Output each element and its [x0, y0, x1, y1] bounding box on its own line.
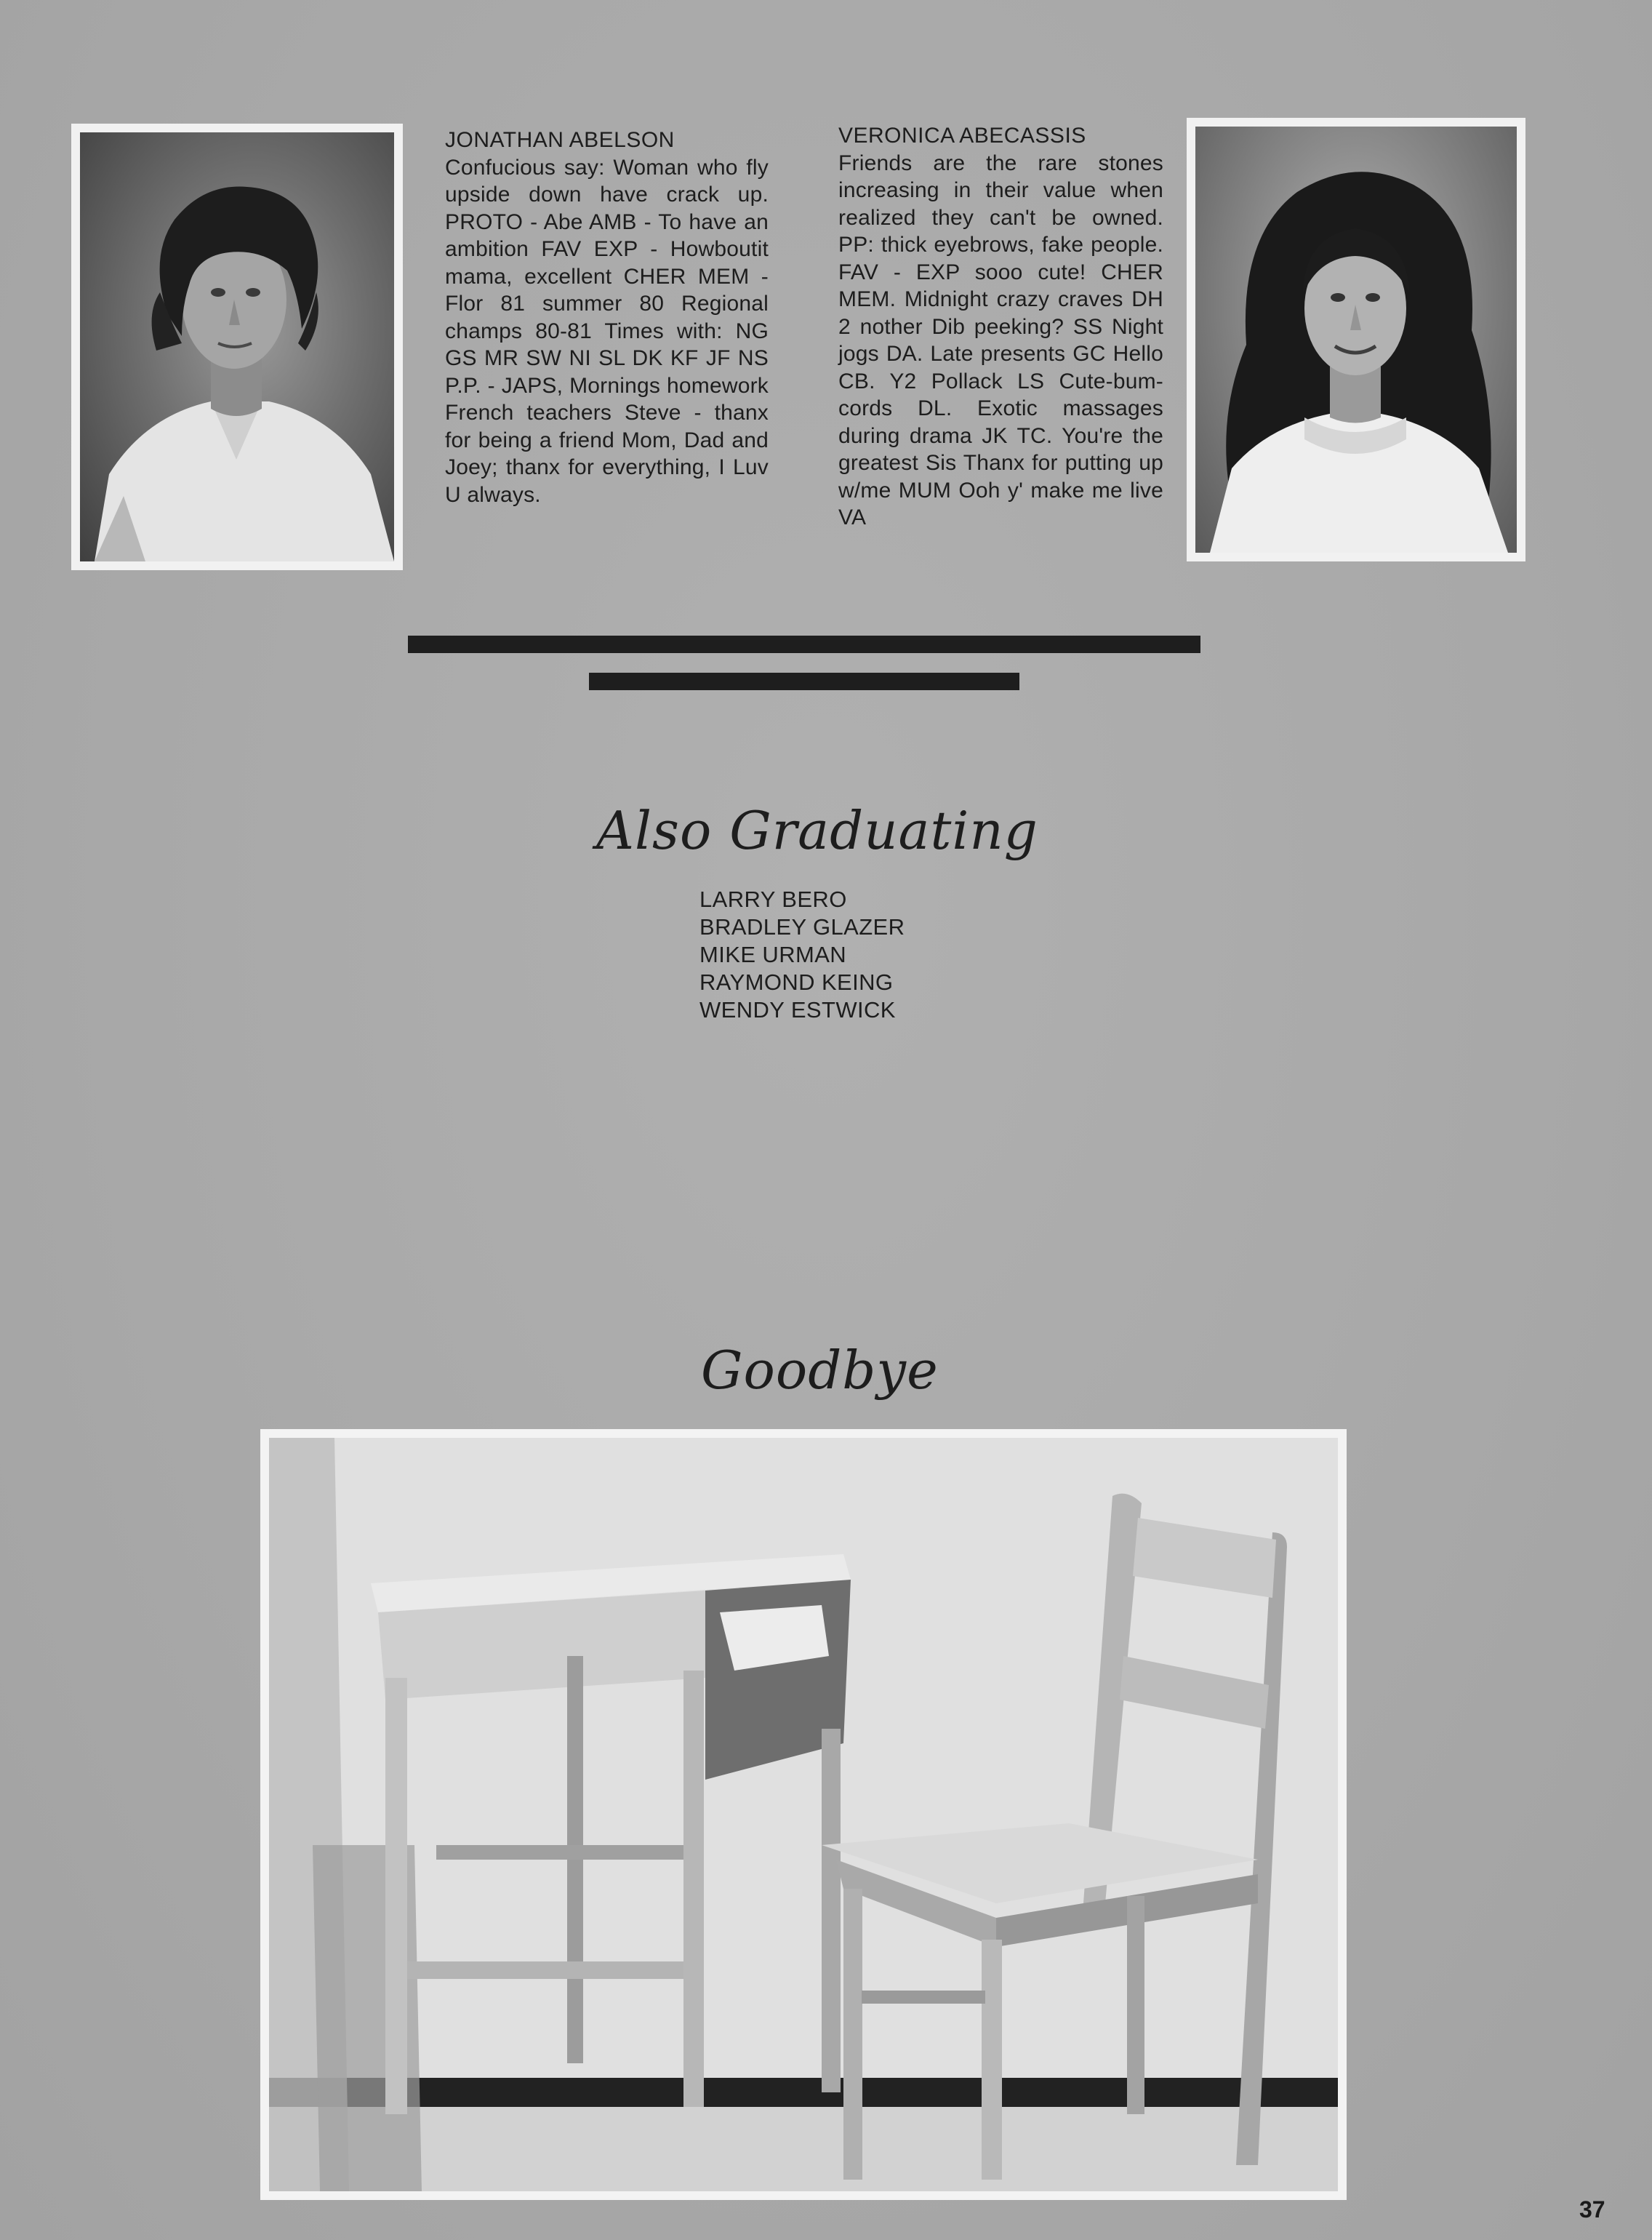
desk-chair-image: [269, 1438, 1338, 2191]
divider-bar-bottom: [589, 673, 1019, 690]
graduate-name: LARRY BERO: [699, 887, 847, 912]
graduate-name: WENDY ESTWICK: [699, 997, 896, 1023]
portrait-photo-jonathan: [71, 124, 403, 570]
goodbye-photo-desk-and-chair: [260, 1429, 1347, 2200]
portrait-image: [80, 132, 394, 561]
student-name: JONATHAN ABELSON: [445, 128, 675, 152]
portrait-image: [1195, 127, 1517, 553]
graduate-name: RAYMOND KEING: [699, 969, 894, 995]
student-name: VERONICA ABECASSIS: [838, 124, 1086, 148]
page-number: 37: [1579, 2196, 1605, 2223]
bio-veronica-abecassis: [838, 122, 1163, 532]
goodbye-heading: Goodbye: [701, 1340, 939, 1401]
graduate-name: BRADLEY GLAZER: [699, 914, 905, 940]
desk-and-chair-illustration: [269, 1438, 1338, 2191]
graduate-name: MIKE URMAN: [699, 942, 847, 967]
boy-portrait-illustration: [80, 132, 394, 561]
girl-portrait-illustration: [1195, 127, 1517, 553]
also-graduating-list: [699, 886, 905, 1024]
portrait-photo-veronica: [1187, 118, 1525, 561]
student-bio-text: Confucious say: Woman who fly upside down have crack up. PROTO - Abe AMB - To have an ambition FAV EXP - Howboutit mama, excellent CHER MEM - Flor 81 summer 80 Regional champs 80-81 Times with: NG GS MR SW NI SL DK KF JF NS P.P. - JAPS, Mornings homework French teachers Steve - thanx for being a friend Mom, Dad and Joey; thanx for everything, I Luv U always.: [445, 155, 769, 507]
bio-jonathan-abelson: [445, 127, 769, 508]
student-bio-text: Friends are the rare stones increasing in their value when realized they can't be owned. PP: thick eyebrows, fake people. FAV - EXP sooo cute! CHER MEM. Midnight crazy craves DH 2 nother Dib peeking? SS Night jogs DA. Late presents GC Hello CB. Y2 Pollack LS Cute-bum-cords DL. Exotic massages during drama JK TC. You're the greatest Sis Thanx for putting up w/me MUM Ooh y' make me live VA: [838, 151, 1163, 529]
also-graduating-heading: Also Graduating: [596, 800, 1038, 861]
divider-bar-top: [408, 636, 1200, 653]
